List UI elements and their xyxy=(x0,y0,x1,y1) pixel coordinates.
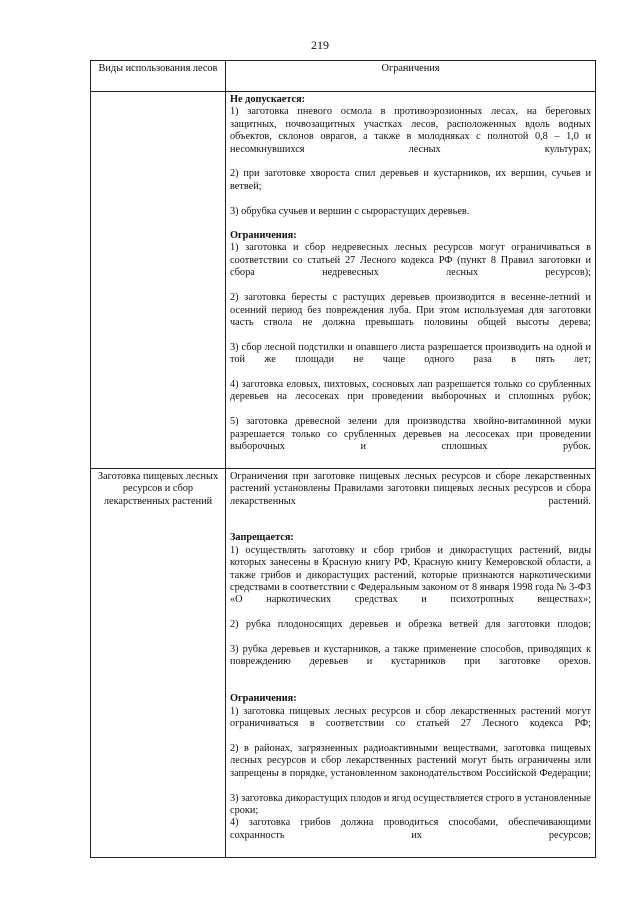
forest-use-cell: Заготовка пищевых лесных ресурсов и сбор лекарственных растений xyxy=(91,468,226,857)
list-item: 3) сбор лесной подстилки и опавшего листа разрешается производить на одной и той же площади не чаще одного раза в пять лет; xyxy=(230,341,591,366)
forest-use-cell xyxy=(91,92,226,469)
list-item: 3) заготовка дикорастущих плодов и ягод осуществляется строго в установленные сроки; xyxy=(230,792,591,816)
list-item: 1) заготовка пищевых лесных ресурсов и сбор лекарственных растений могут ограничиваться в соответствии со статьей 27 Лесного кодекса РФ; xyxy=(230,705,591,730)
list-item: 2) при заготовке хвороста спил деревьев и кустарников, их вершин, сучьев и ветвей; xyxy=(230,168,591,192)
section-title: Ограничения: xyxy=(230,693,297,705)
restrictions-table xyxy=(90,60,596,858)
table-header-row xyxy=(91,61,596,92)
list-item: 2) рубка плодоносящих деревьев и обрезка ветвей для заготовки плодов; xyxy=(230,619,591,631)
list-item: 4) заготовка грибов должна проводиться способами, обеспечивающими сохранность их ресурсов; xyxy=(230,817,591,841)
section-title: Запрещается: xyxy=(230,532,294,544)
intro-text: Ограничения при заготовке пищевых лесных ресурсов и сборе лекарственных растений установлены Правилами заготовки пищевых лесных ресурсов и сбора лекарственных растений. xyxy=(230,470,591,507)
restrictions-cell xyxy=(226,92,596,469)
section-title: Ограничения: xyxy=(230,230,297,242)
page-number: 219 xyxy=(311,38,329,52)
list-item: 2) в районах, загрязненных радиоактивными веществами, заготовка пищевых лесных ресурсов и сбор лекарственных растений могут быть ограничены или запрещены в порядке, установленном законодательством Российской Федерации; xyxy=(230,742,591,779)
list-item: 3) обрубка сучьев и вершин с сырорастущих деревьев. xyxy=(230,205,470,217)
list-item: 3) рубка деревьев и кустарников, а также применение способов, приводящих к повреждению деревьев и кустарников при заготовке орехов. xyxy=(230,644,591,668)
list-item: 2) заготовка бересты с растущих деревьев производится в весенне-летний и осенний период без повреждения луба. При этом используемая для заготовки часть ствола не должна превышать половины общей высоты дерева; xyxy=(230,292,591,328)
list-item: 5) заготовка древесной зелени для производства хвойно-витаминной муки разрешается только со срубленных деревьев на лесосеках при проведении выборочных и сплошных рубок. xyxy=(230,416,591,452)
header-restrictions: Ограничения xyxy=(226,61,596,92)
list-item: 1) заготовка пневого осмола в противоэрозионных лесах, на береговых защитных, почвозащитных участках лесов, расположенных вдоль водных объектов, склонов оврагов, а также в молодняках с полнотой 0,8 – 1,0 и несомкнувшихся лесных культурах; xyxy=(230,106,591,155)
table-row xyxy=(91,92,596,469)
header-forest-use: Виды использования лесов xyxy=(91,61,226,92)
list-item: 4) заготовка еловых, пихтовых, сосновых лап разрешается только со срубленных деревьев на лесосеках при проведении выборочных и сплошных рубок; xyxy=(230,378,591,403)
section-title: Не допускается: xyxy=(230,94,306,105)
table-row xyxy=(91,468,596,857)
list-item: 1) заготовка и сбор недревесных лесных ресурсов могут ограничиваться в соответствии со статьей 27 Лесного кодекса РФ (пункт 8 Правил заготовки и сбора недревесных лесных ресурсов); xyxy=(230,242,591,279)
restrictions-cell xyxy=(226,468,596,857)
list-item: 1) осуществлять заготовку и сбор грибов и дикорастущих растений, виды которых занесены в Красную книгу РФ, Красную книгу Кемеровской области, а также грибов и дикорастущих растений, которые признаются наркотическими средствами в соответствии с Федеральным законом от 8 января 1998 года № 3-ФЗ «О наркотических средствах и психотропных веществах»; xyxy=(230,544,591,606)
